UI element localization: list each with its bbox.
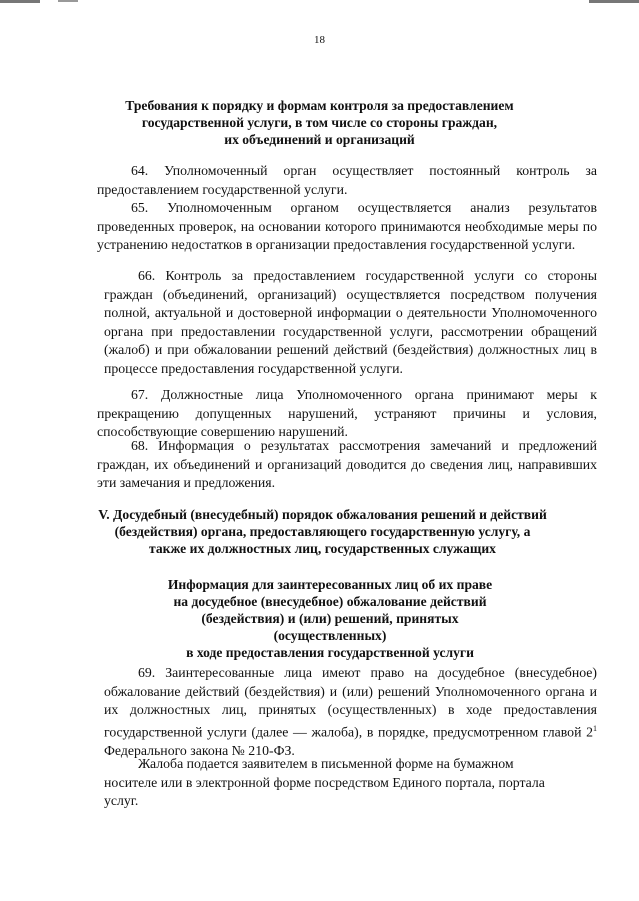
section-heading-control [60, 97, 579, 148]
heading-line: Информация для заинтересованных лиц об их праве [167, 577, 493, 592]
paragraph-64: 64. Уполномоченный орган осуществляет постоянный контроль за предоставлением государственной услуги. [97, 163, 597, 197]
scan-edge-mark [58, 0, 78, 2]
complaint-line: носителе или в электронной форме посредством Единого портала, портала [104, 774, 545, 790]
paragraph-69-tail: Федерального закона № 210-ФЗ. [104, 742, 295, 758]
paragraph-67: 67. Должностные лица Уполномоченного органа принимают меры к прекращению допущенных нарушений, устраняют причины и условия, способствующие совершению нарушений. [97, 387, 597, 440]
chapter-superscript: 1 [593, 723, 597, 733]
paragraph-complaint [104, 755, 574, 811]
paragraph-69-text: 69. Заинтересованные лица имеют право на досудебное (внесудебное) обжалование действий (бездействия) и (или) решений Уполномоченного органа и их должностных лиц, принятых (осуществленных) в ходе предоставления государственной услуги (далее — жалоба), в порядке, предусмотренном главой 2 [104, 665, 597, 740]
heading-line: государственной услуги, в том числе со стороны граждан, [141, 115, 498, 130]
paragraph-65: 65. Уполномоченным органом осуществляется анализ результатов проведенных проверок, на основании которого принимаются необходимые меры по устранению недостатков в организации предоставления государственной услуги. [97, 200, 597, 253]
page-number: 18 [314, 34, 325, 46]
paragraph-69 [104, 664, 597, 761]
complaint-line: Жалоба подается заявителем в письменной форме на бумажном [138, 756, 514, 771]
heading-line: Требования к порядку и формам контроля за предоставлением [125, 98, 514, 113]
heading-line: (осуществленных) [273, 628, 387, 643]
complaint-line: услуг. [104, 793, 139, 809]
heading-line: на досудебное (внесудебное) обжалование действий [173, 594, 487, 609]
heading-line: в ходе предоставления государственной услуги [186, 645, 474, 660]
heading-line: (бездействия) и (или) решений, принятых [201, 611, 459, 626]
heading-line: (бездействия) органа, предоставляющего государственную услугу, а [114, 524, 531, 539]
paragraph-66: 66. Контроль за предоставлением государственной услуги со стороны граждан (объединений, организаций) осуществляется посредством получения полной, актуальной и достоверной информации о деятельности Уполномоченного органа при предоставлении государственной услуги, рассмотрении обращений (жалоб) и при обжаловании решений действий (бездействия) должностных лиц в процессе предоставления государственной услуги. [104, 268, 597, 376]
heading-line: также их должностных лиц, государственных служащих [149, 541, 496, 556]
scan-edge-mark [589, 0, 639, 3]
subsection-heading-info [130, 576, 530, 661]
scan-edge-mark [0, 0, 40, 3]
heading-line: V. Досудебный (внесудебный) порядок обжалования решений и действий [98, 507, 547, 522]
section-heading-v [50, 506, 595, 557]
heading-line: их объединений и организаций [224, 132, 415, 147]
paragraph-68: 68. Информация о результатах рассмотрения замечаний и предложений граждан, их объединений и организаций доводится до сведения лиц, направивших эти замечания и предложения. [97, 438, 597, 491]
